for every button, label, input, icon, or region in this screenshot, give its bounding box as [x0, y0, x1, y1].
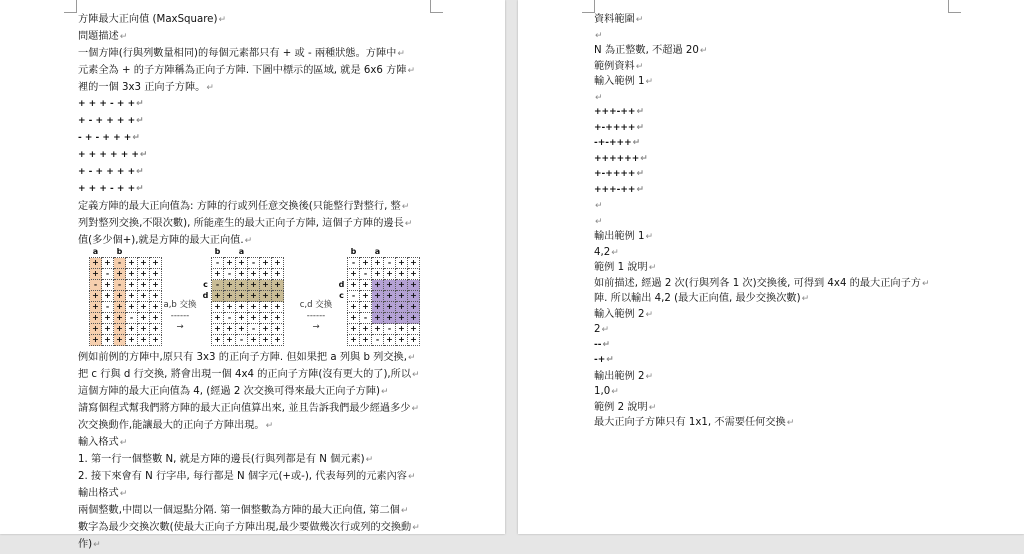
- column-label: [384, 247, 396, 258]
- matrix-cell: +: [236, 313, 248, 324]
- matrix-cell: -: [348, 258, 360, 269]
- text-line: 一個方陣(行與列數量相同)的每個元素都只有 + 或 - 兩種狀態。方陣中↵: [78, 48, 405, 59]
- matrix-cell: +: [126, 258, 138, 269]
- matrix-corner: [200, 247, 212, 258]
- matrix-cell: +: [248, 291, 260, 302]
- matrix-cell: +: [236, 291, 248, 302]
- row-label: [200, 269, 212, 280]
- matrix-cell: +: [272, 258, 284, 269]
- matrix-cell: +: [272, 291, 284, 302]
- matrix-cell: -: [102, 269, 114, 280]
- matrix-cell: +: [348, 280, 360, 291]
- matrix-cell: +: [408, 258, 420, 269]
- row-label: [200, 302, 212, 313]
- column-label: [150, 247, 162, 258]
- row-label: d: [338, 280, 345, 289]
- matrix-cell: -: [236, 335, 248, 346]
- row-label: [78, 335, 90, 346]
- text-line: 輸入範例 2↵: [594, 308, 654, 320]
- column-label: b: [350, 247, 357, 256]
- matrix-cell: +: [384, 313, 396, 324]
- matrix-cell: +: [384, 269, 396, 280]
- matrix-cell: +: [90, 258, 102, 269]
- text-line: 請寫個程式幫我們將方陣的最大正向值算出來, 並且告訴我們最少經過多少↵: [78, 403, 420, 414]
- text-line: +++-++↵: [594, 107, 644, 117]
- text-line: 列對整列交換,不限次數), 所能產生的最大正向子方陣, 這個子方陣的邊長↵: [78, 218, 413, 229]
- matrix-cell: +: [408, 324, 420, 335]
- matrix-cell: -: [348, 291, 360, 302]
- matrix-row: [78, 313, 162, 324]
- matrix-cell: -: [384, 324, 396, 335]
- matrix-cell: +: [102, 291, 114, 302]
- column-label: [102, 247, 114, 258]
- matrix-text-row: + - + + + +↵: [78, 167, 144, 177]
- matrix-cell: +: [212, 302, 224, 313]
- row-label: [78, 302, 90, 313]
- row-label: [78, 313, 90, 324]
- row-label: c: [203, 280, 208, 289]
- column-label: [260, 247, 272, 258]
- matrix-cell: +: [396, 280, 408, 291]
- row-label: [200, 335, 212, 346]
- row-label: [336, 269, 348, 280]
- matrix-corner: [336, 247, 348, 258]
- matrix-row: [200, 258, 284, 269]
- matrix-cell: +: [260, 291, 272, 302]
- matrix-cell: -: [248, 258, 260, 269]
- matrix-cell: +: [90, 302, 102, 313]
- matrix-cell: +: [150, 258, 162, 269]
- matrix-cell: +: [260, 324, 272, 335]
- matrix-cell: +: [260, 269, 272, 280]
- matrix-text-row: + + + - + +↵: [78, 99, 144, 109]
- matrix-cell: +: [126, 335, 138, 346]
- matrix-cell: +: [348, 324, 360, 335]
- matrix-cell: +: [102, 280, 114, 291]
- matrix-after-ab-swap: [200, 247, 284, 346]
- matrix-cell: +: [396, 269, 408, 280]
- column-label: [224, 247, 236, 258]
- matrix-row: [200, 324, 284, 335]
- matrix-row: [78, 324, 162, 335]
- text-line: 範例 2 說明↵: [594, 401, 657, 413]
- row-label: [78, 324, 90, 335]
- row-label: [78, 291, 90, 302]
- text-line: 1. 第一行一個整數 N, 就是方陣的邊長(行與列都是有 N 個元素)↵: [78, 454, 374, 465]
- matrix-row: [200, 302, 284, 313]
- matrix-cell: +: [236, 258, 248, 269]
- matrix-cell: +: [248, 335, 260, 346]
- text-line: 元素全為 + 的子方陣稱為正向子方陣. 下圖中標示的區域, 就是 6x6 方陣↵: [78, 65, 416, 76]
- matrix-cell: +: [396, 258, 408, 269]
- matrix-cell: +: [384, 291, 396, 302]
- document-page-right: [518, 0, 1024, 534]
- column-label: [360, 247, 372, 258]
- matrix-cell: +: [90, 313, 102, 324]
- text-line: -+-+++↵: [594, 138, 641, 148]
- row-label: [78, 258, 90, 269]
- matrix-cell: -: [114, 258, 126, 269]
- text-line: 範例 1 說明↵: [594, 262, 657, 273]
- row-label: c: [339, 291, 344, 300]
- matrix-cell: +: [372, 302, 384, 313]
- text-line: ↵: [595, 92, 603, 103]
- swap-arrow-cd: c,d 交換 ------ →: [299, 300, 333, 332]
- matrix-cell: +: [408, 335, 420, 346]
- text-line: +-++++↵: [594, 169, 644, 179]
- matrix-cell: -: [212, 280, 224, 291]
- matrix-cell: +: [212, 269, 224, 280]
- matrix-cell: +: [384, 280, 396, 291]
- matrix-cell: +: [408, 302, 420, 313]
- text-line: ↵: [595, 30, 603, 41]
- matrix-cell: +: [90, 291, 102, 302]
- row-label: [78, 280, 90, 291]
- matrix-cell: +: [212, 291, 224, 302]
- column-label: b: [116, 247, 123, 256]
- matrix-cell: +: [360, 291, 372, 302]
- matrix-cell: -: [102, 302, 114, 313]
- text-line: 2. 接下來會有 N 行字串, 每行都是 N 個字元(+或-), 代表每列的元素內容↵: [78, 471, 416, 482]
- matrix-row: [200, 313, 284, 324]
- margin-corner-marker: [948, 0, 961, 13]
- text-line: 兩個整數,中間以一個逗點分隔. 第一個整數為方陣的最大正向值, 第二個↵: [78, 505, 409, 516]
- matrix-cell: +: [360, 324, 372, 335]
- matrix-row: [336, 291, 420, 302]
- matrix-cell: +: [272, 335, 284, 346]
- text-line: 1,0↵: [594, 386, 619, 397]
- matrix-cell: +: [114, 269, 126, 280]
- text-line: 作)↵: [78, 539, 101, 550]
- matrix-cell: +: [260, 313, 272, 324]
- matrix-cell: +: [396, 302, 408, 313]
- matrix-row: [78, 335, 162, 346]
- swap-arrow-ab: a,b 交換 ------ →: [163, 300, 197, 332]
- matrix-cell: +: [248, 313, 260, 324]
- matrix-row: [78, 291, 162, 302]
- text-line: 輸入範例 1↵: [594, 76, 654, 87]
- matrix-cell: +: [138, 313, 150, 324]
- matrix-cell: +: [372, 269, 384, 280]
- row-label: [336, 324, 348, 335]
- matrix-cell: +: [150, 302, 162, 313]
- column-label: [272, 247, 284, 258]
- matrix-cell: +: [272, 324, 284, 335]
- matrix-row: [336, 258, 420, 269]
- column-label: [126, 247, 138, 258]
- text-line: --↵: [594, 339, 611, 350]
- matrix-cell: +: [224, 280, 236, 291]
- row-label: [336, 335, 348, 346]
- text-line: 值(多少個+),就是方陣的最大正向值.↵: [78, 235, 253, 246]
- matrix-cell: +: [114, 291, 126, 302]
- matrix-cell: +: [396, 291, 408, 302]
- row-label: [336, 258, 348, 269]
- matrix-cell: +: [150, 291, 162, 302]
- matrix-cell: +: [348, 335, 360, 346]
- matrix-cell: +: [348, 313, 360, 324]
- text-line: 輸出範例 1↵: [594, 231, 654, 242]
- matrix-cell: +: [360, 280, 372, 291]
- row-label: [200, 324, 212, 335]
- matrix-cell: -: [248, 324, 260, 335]
- text-line: 輸出範例 2↵: [594, 370, 654, 382]
- matrix-cell: +: [138, 302, 150, 313]
- matrix-row: [336, 324, 420, 335]
- matrix-cell: +: [224, 258, 236, 269]
- matrix-cell: +: [372, 313, 384, 324]
- matrix-row: [336, 269, 420, 280]
- matrix-cell: -: [360, 313, 372, 324]
- text-line: ++++++↵: [594, 153, 648, 164]
- margin-corner-marker: [430, 0, 443, 13]
- matrix-row: [336, 313, 420, 324]
- matrix-row: [78, 280, 162, 291]
- matrix-cell: +: [150, 280, 162, 291]
- text-line: 範例資料↵: [594, 60, 644, 72]
- column-label: b: [214, 247, 221, 256]
- matrix-cell: +: [248, 280, 260, 291]
- matrix-cell: +: [372, 258, 384, 269]
- matrix-row: [336, 280, 420, 291]
- doc-title: 方陣最大正向值 (MaxSquare)↵: [78, 14, 226, 25]
- section-heading: 問題描述↵: [78, 31, 128, 42]
- column-label: [408, 247, 420, 258]
- matrix-cell: +: [114, 335, 126, 346]
- matrix-row: [78, 269, 162, 280]
- text-line: N 為正整數, 不超過 20↵: [594, 45, 708, 56]
- matrix-cell: +: [384, 302, 396, 313]
- text-line: 把 c 行與 d 行交換, 將會出現一個 4x4 的正向子方陣(沒有更大的了),所以↵: [78, 369, 420, 380]
- matrix-cell: +: [248, 269, 260, 280]
- text-line: ↵: [595, 216, 603, 227]
- matrix-cell: -: [360, 269, 372, 280]
- column-label: a: [374, 247, 381, 256]
- section-heading: 輸入格式↵: [78, 437, 128, 448]
- column-label: a: [92, 247, 99, 256]
- matrix-cell: +: [260, 335, 272, 346]
- matrix-cell: +: [150, 313, 162, 324]
- matrix-cell: +: [150, 335, 162, 346]
- row-label: [78, 269, 90, 280]
- matrix-row: [336, 335, 420, 346]
- text-line: ↵: [595, 201, 603, 211]
- text-line: 例如前例的方陣中,原只有 3x3 的正向子方陣. 但如果把 a 列與 b 列交換,↵: [78, 352, 416, 363]
- matrix-cell: +: [102, 313, 114, 324]
- matrix-cell: +: [90, 324, 102, 335]
- matrix-row: [200, 280, 284, 291]
- text-line: 如前描述, 經過 2 次(行與列各 1 次)交換後, 可得到 4x4 的最大正向子方↵: [594, 277, 930, 289]
- matrix-cell: +: [408, 269, 420, 280]
- matrix-cell: +: [260, 258, 272, 269]
- matrix-cell: +: [138, 258, 150, 269]
- matrix-cell: +: [90, 335, 102, 346]
- matrix-cell: +: [236, 269, 248, 280]
- matrix-cell: +: [126, 324, 138, 335]
- text-line: -+↵: [594, 355, 614, 365]
- matrix-row: [78, 302, 162, 313]
- matrix-row: [200, 269, 284, 280]
- matrix-cell: +: [348, 302, 360, 313]
- matrix-cell: +: [360, 335, 372, 346]
- matrix-cell: +: [138, 335, 150, 346]
- matrix-cell: +: [372, 280, 384, 291]
- matrix-text-row: - + - + + +↵: [78, 133, 140, 143]
- matrix-cell: +: [236, 302, 248, 313]
- column-label: a: [238, 247, 245, 256]
- matrix-cell: +: [126, 291, 138, 302]
- matrix-cell: +: [360, 302, 372, 313]
- matrix-cell: +: [260, 302, 272, 313]
- matrix-cell: +: [138, 324, 150, 335]
- matrix-cell: +: [212, 324, 224, 335]
- column-label: [248, 247, 260, 258]
- matrix-cell: -: [372, 335, 384, 346]
- matrix-cell: +: [126, 302, 138, 313]
- matrix-row: [78, 258, 162, 269]
- matrix-cell: +: [384, 335, 396, 346]
- matrix-cell: +: [224, 335, 236, 346]
- matrix-cell: +: [150, 269, 162, 280]
- text-line: 最大正向子方陣只有 1x1, 不需要任何交換↵: [594, 417, 795, 428]
- matrix-cell: +: [150, 324, 162, 335]
- matrix-cell: +: [272, 269, 284, 280]
- text-line: 數字為最少交換次數(使最大正向子方陣出現,最少要做幾次行或列的交換動↵: [78, 522, 420, 533]
- matrix-cell: -: [384, 258, 396, 269]
- row-label: [200, 258, 212, 269]
- row-label: [336, 302, 348, 313]
- matrix-cell: +: [212, 313, 224, 324]
- matrix-cell: -: [126, 313, 138, 324]
- matrix-text-row: + + + + + +↵: [78, 150, 148, 160]
- matrix-cell: +: [224, 302, 236, 313]
- matrix-cell: +: [212, 335, 224, 346]
- text-line: 4,2↵: [594, 246, 619, 258]
- matrix-cell: +: [126, 269, 138, 280]
- matrix-cell: +: [272, 280, 284, 291]
- matrix-cell: +: [224, 324, 236, 335]
- matrix-cell: +: [224, 291, 236, 302]
- text-line: 這個方陣的最大正向值為 4, (經過 2 次交換可得來最大正向子方陣)↵: [78, 386, 389, 397]
- matrix-cell: +: [126, 280, 138, 291]
- section-heading: 輸出格式↵: [78, 488, 128, 499]
- matrix-cell: +: [102, 258, 114, 269]
- matrix-cell: +: [372, 291, 384, 302]
- matrix-cell: +: [248, 302, 260, 313]
- matrix-cell: +: [360, 258, 372, 269]
- matrix-cell: +: [396, 324, 408, 335]
- matrix-cell: +: [90, 269, 102, 280]
- matrix-row: [336, 302, 420, 313]
- matrix-original: [78, 247, 162, 346]
- matrix-cell: -: [212, 258, 224, 269]
- matrix-cell: +: [408, 280, 420, 291]
- matrix-cell: +: [396, 313, 408, 324]
- matrix-text-row: + - + + + +↵: [78, 116, 144, 126]
- matrix-row: [200, 335, 284, 346]
- text-line: 2↵: [594, 324, 610, 335]
- matrix-cell: -: [114, 280, 126, 291]
- text-line: 資料範圍↵: [594, 14, 644, 25]
- column-label: [396, 247, 408, 258]
- matrix-cell: -: [224, 313, 236, 324]
- matrix-cell: +: [114, 324, 126, 335]
- matrix-cell: +: [236, 280, 248, 291]
- row-label: d: [202, 291, 209, 300]
- matrix-cell: +: [102, 324, 114, 335]
- matrix-cell: +: [114, 302, 126, 313]
- margin-corner-marker: [64, 0, 77, 13]
- row-label: [336, 313, 348, 324]
- matrix-cell: +: [348, 269, 360, 280]
- matrix-after-cd-swap: [336, 247, 420, 346]
- matrix-cell: +: [272, 302, 284, 313]
- text-line: 陣. 所以輸出 4,2 (最大正向值, 最少交換次數)↵: [594, 293, 810, 304]
- text-line: 次交換動作,能讓最大的正向子方陣出現。↵: [78, 420, 274, 431]
- matrix-cell: +: [138, 280, 150, 291]
- matrix-corner: [78, 247, 90, 258]
- matrix-cell: -: [224, 269, 236, 280]
- column-label: [138, 247, 150, 258]
- matrix-text-row: + + + - + +↵: [78, 184, 144, 194]
- matrix-cell: +: [372, 324, 384, 335]
- matrix-cell: -: [90, 280, 102, 291]
- matrix-cell: +: [272, 313, 284, 324]
- matrix-cell: +: [408, 291, 420, 302]
- matrix-cell: +: [408, 313, 420, 324]
- row-label: [200, 313, 212, 324]
- text-line: 定義方陣的最大正向值為: 方陣的行或列任意交換後(只能整行對整行, 整↵: [78, 201, 410, 212]
- matrix-row: [200, 291, 284, 302]
- document-page-left: [0, 0, 505, 550]
- matrix-cell: +: [138, 269, 150, 280]
- matrix-cell: +: [114, 313, 126, 324]
- matrix-cell: +: [396, 335, 408, 346]
- text-line: +++-++↵: [594, 184, 644, 195]
- matrix-cell: +: [102, 335, 114, 346]
- text-line: 裡的一個 3x3 正向子方陣。↵: [78, 82, 214, 93]
- matrix-cell: +: [260, 280, 272, 291]
- text-line: +-++++↵: [594, 122, 644, 133]
- matrix-cell: +: [138, 291, 150, 302]
- matrix-cell: +: [236, 324, 248, 335]
